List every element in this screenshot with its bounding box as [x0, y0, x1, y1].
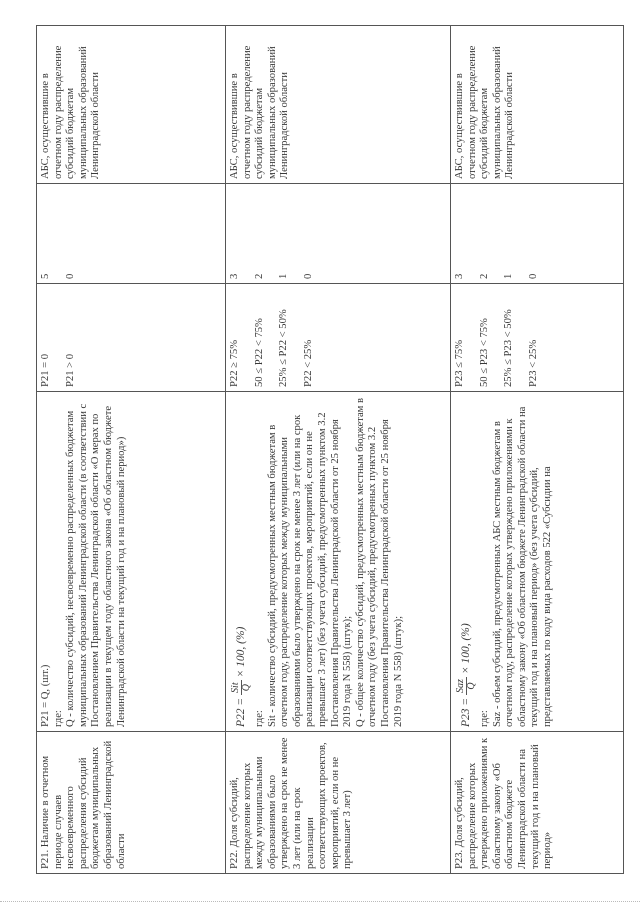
points-value: 2: [478, 273, 490, 279]
condition: P23 < 25%: [527, 339, 539, 387]
indicator-cell: P21. Наличие в отчетном периоде случаев несвоевременного распределения субсидий бюджетам муниципальных образований Ленинградской области: [37, 732, 226, 874]
condition: 50 ≤ P23 < 75%: [478, 318, 490, 387]
points-value: 3: [454, 273, 465, 279]
method-line: Q - общее количество субсидий, предусмотренных местным бюджетам в отчетном году (без учета субсидий, предусмотренных пунктом 3.2 Постановления Правительства Ленинградской области от 25 ноября 2019 года N 558) (штук);: [354, 397, 404, 727]
table-row: [226, 26, 451, 874]
subject-cell: АБС, осуществившие в отчетном году распределение субсидий бюджетам муниципальных образований Ленинградской области: [451, 26, 624, 184]
points-value: 0: [527, 273, 539, 279]
method-cell: [226, 392, 451, 732]
table-row: [451, 26, 624, 874]
formula: P22 = Sit Q × 100, (%): [230, 626, 252, 727]
condition: 25% ≤ P23 < 50%: [503, 309, 515, 387]
method-line: Q - количество субсидий, несвоевременно распределенных бюджетам муниципальных образований Ленинградской области (в соответствии с Постановлением Правительства Ленинградской области «О мерах по реализации в текущем году областного закона «Об областном бюджете Ленинградской области на текущий год и на плановый период»): [65, 403, 127, 727]
condition: P23 ≤ 75%: [454, 339, 465, 387]
condition: P22 < 25%: [302, 339, 314, 387]
rotated-page: [30, 20, 630, 880]
subject-cell: АБС, осуществившие в отчетном году распределение субсидий бюджетам муниципальных образований Ленинградской области: [37, 26, 226, 184]
method-cell: [37, 392, 226, 732]
formula: P23 = Saz Q × 100, (%): [455, 623, 477, 727]
table-row: [37, 26, 226, 874]
method-line: Saz - объем субсидий, предусмотренных АБС местным бюджетам в отчетном году, распределение которых утверждено приложениями к областному закону «Об областном бюджете Ленинградской области на текущий год и на плановый период» (без учета субсидий, представляемых по коду вида расходов 522 «Субсидии на: [491, 406, 553, 727]
condition: 25% ≤ P22 < 50%: [278, 309, 290, 387]
points-value: 1: [278, 273, 290, 279]
condition: P21 > 0: [64, 353, 76, 387]
indicator-table: [36, 25, 624, 874]
method-cell: [451, 392, 624, 732]
points-value: 0: [64, 273, 76, 279]
condition: 50 ≤ P22 < 75%: [253, 318, 265, 387]
points-value: 5: [40, 273, 51, 279]
method-line: P21 = Q, (шт.): [40, 664, 51, 727]
condition: P22 ≥ 75%: [229, 339, 240, 387]
conditions-cell: [226, 284, 451, 392]
subject-cell: АБС, осуществившие в отчетном году распределение субсидий бюджетам муниципальных образований Ленинградской области: [226, 26, 451, 184]
method-line: Sit - количество субсидий, предусмотренных местным бюджетам в отчетном году, распределение которых между муниципальными образованиями было утверждено на срок не менее 3 лет (или на срок реализации соответствующих проектов, мероприятий, если он не превышает 3 лет) (без учета субсидий, предусмотренных пунктом 3.2 Постановления Правительства Ленинградской области от 25 ноября 2019 года N 558) (штук);: [266, 412, 354, 727]
points-value: 1: [503, 273, 515, 279]
points-value: 3: [229, 273, 240, 279]
points-value: 2: [253, 273, 265, 279]
scan-edge: [0, 899, 640, 902]
method-line: где:: [479, 710, 490, 727]
conditions-cell: [451, 284, 624, 392]
condition: P21 = 0: [40, 353, 51, 387]
points-cell: [37, 184, 226, 284]
indicator-cell: P23. Доля субсидий, распределение которых утверждено приложениями к областному закону «Об областном бюджете Ленинградской области на текущий год и на плановый период»: [451, 732, 624, 874]
points-value: 0: [302, 273, 314, 279]
method-line: где:: [52, 710, 64, 727]
method-line: где:: [254, 710, 265, 727]
points-cell: [226, 184, 451, 284]
indicator-cell: P22. Доля субсидий, распределение которых между муниципальными образованиями было утверждено на срок не менее 3 лет (или на срок реализации соответствующих проектов, мероприятий, если он не превышает 3 лет): [226, 732, 451, 874]
points-cell: [451, 184, 624, 284]
conditions-cell: [37, 284, 226, 392]
